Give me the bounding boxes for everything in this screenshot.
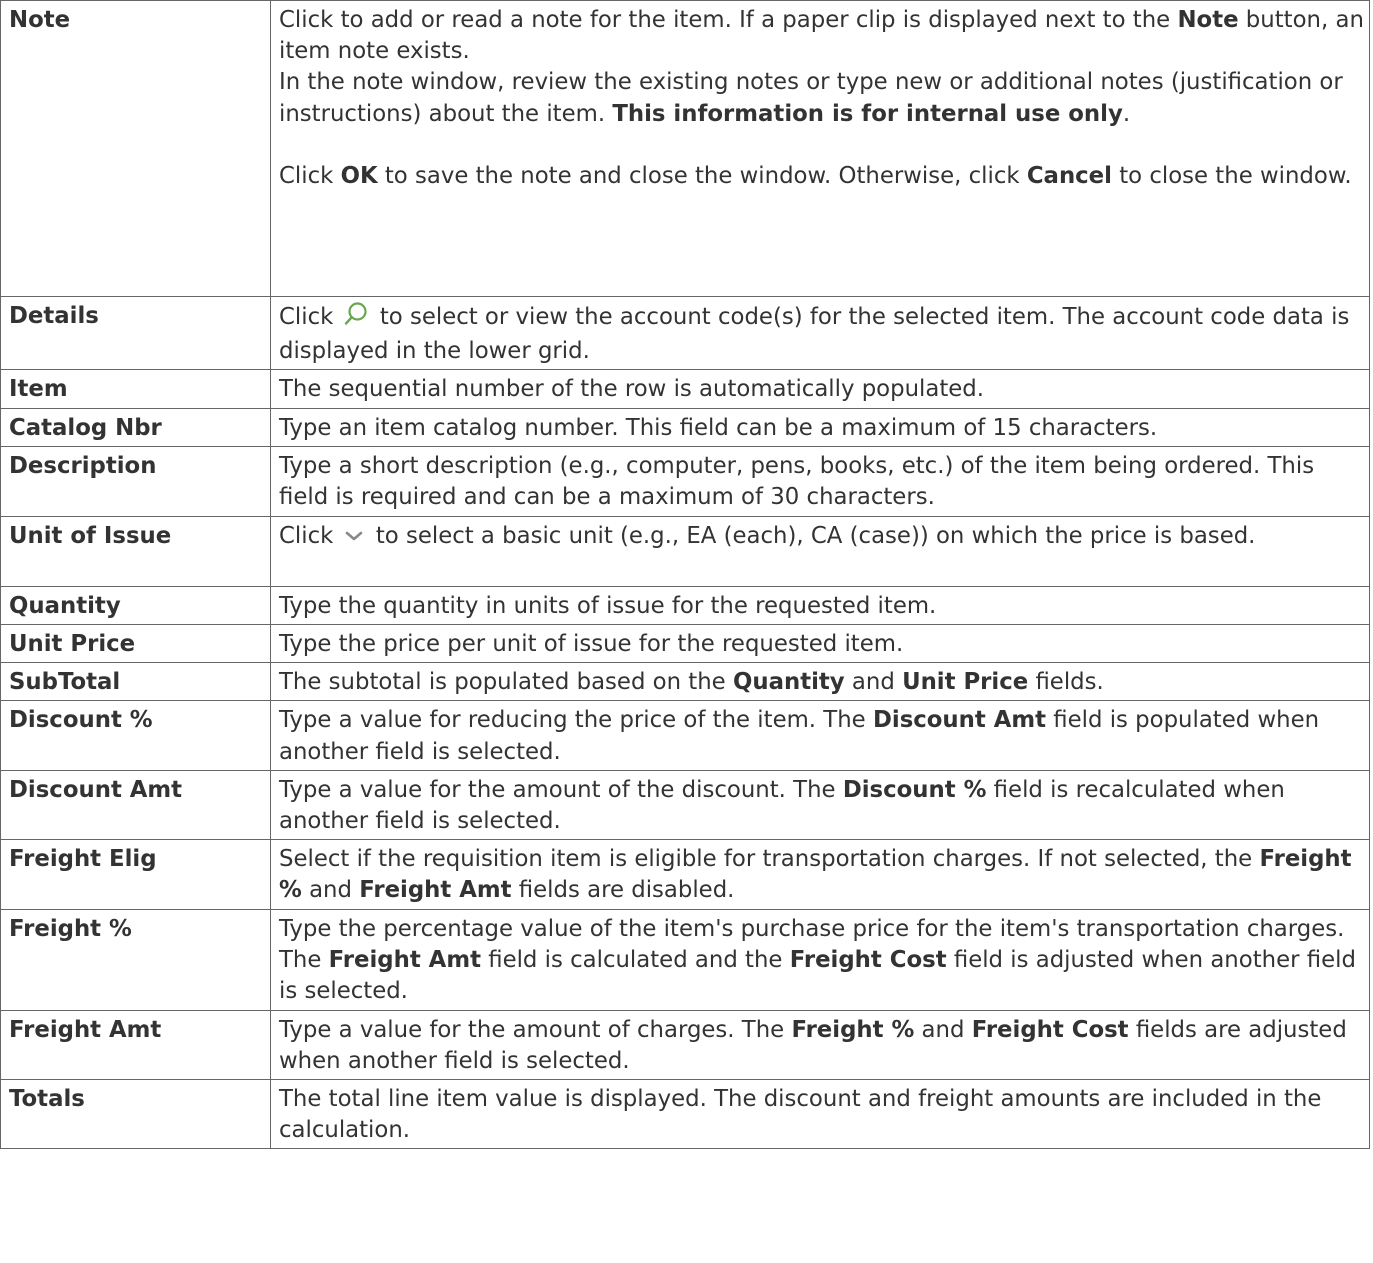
text: to close the window.	[1111, 162, 1352, 189]
field-description	[271, 516, 1370, 586]
table-row	[1, 663, 1370, 701]
bold-text: Unit Price	[902, 669, 1029, 696]
table-row	[1, 1010, 1370, 1079]
text: fields are adjusted when another field is selected.	[279, 1016, 1347, 1074]
bold-text: Note	[1177, 7, 1239, 33]
table-row	[1, 370, 1370, 408]
text: button, an item note exists.	[279, 7, 1364, 65]
text: field is calculated and the	[480, 946, 790, 973]
table-row	[1, 840, 1370, 909]
field-description	[271, 770, 1370, 839]
field-description	[271, 625, 1370, 663]
table-row	[1, 701, 1370, 770]
field-description	[271, 663, 1370, 701]
chevron-down-icon	[343, 524, 365, 555]
bold-text: Discount %	[842, 776, 987, 803]
text: Type the quantity in units of issue for the requested item.	[279, 592, 937, 619]
field-description	[271, 408, 1370, 446]
table-row	[1, 1, 1370, 297]
field-name: Details	[1, 297, 271, 370]
text: The subtotal is populated based on the	[279, 669, 733, 696]
paragraph-gap	[279, 130, 1365, 161]
text: Type a value for reducing the price of the item. The	[279, 707, 873, 734]
table-row	[1, 625, 1370, 663]
field-name: Freight %	[1, 909, 271, 1010]
bold-text: Freight Cost	[971, 1016, 1129, 1043]
text: and	[301, 877, 360, 904]
field-name: Item	[1, 370, 271, 408]
text: to save the note and close the window. Otherwise, click	[377, 162, 1027, 189]
bold-text: Discount Amt	[872, 707, 1047, 734]
text: to select or view the account code(s) for the selected item. The account code data is displayed in the lower grid.	[279, 304, 1350, 365]
text: The total line item value is displayed. The discount and freight amounts are included in the calculation.	[279, 1086, 1322, 1144]
table-row	[1, 770, 1370, 839]
bold-text: Cancel	[1026, 162, 1112, 189]
field-name: Unit Price	[1, 625, 271, 663]
text: field is populated when another field is selected.	[279, 707, 1320, 765]
field-name: SubTotal	[1, 663, 271, 701]
field-name: Discount %	[1, 701, 271, 770]
field-description	[271, 297, 1370, 370]
text: Type the percentage value of the item's purchase price for the item's transportation charges. The	[279, 915, 1345, 973]
text: Type a value for the amount of the discount. The	[279, 776, 843, 803]
field-description	[271, 586, 1370, 624]
table-row	[1, 1080, 1370, 1149]
text: Type the price per unit of issue for the requested item.	[279, 631, 904, 658]
text: and	[914, 1016, 972, 1043]
text: Select if the requisition item is eligible for transportation charges. If not selected, the	[279, 846, 1260, 873]
paragraph	[279, 5, 1365, 67]
text: fields are disabled.	[511, 877, 735, 904]
field-description	[271, 1080, 1370, 1149]
text: fields.	[1028, 669, 1104, 696]
text: field is recalculated when another field is selected.	[279, 776, 1285, 835]
field-description	[271, 1, 1370, 297]
bold-text: Freight Cost	[789, 946, 947, 973]
field-description	[271, 840, 1370, 909]
bold-text: Quantity	[732, 669, 845, 696]
paragraph	[279, 161, 1365, 192]
text: The sequential number of the row is automatically populated.	[279, 376, 985, 403]
table-row	[1, 586, 1370, 624]
bold-text: Freight Amt	[359, 877, 512, 904]
bold-text: Freight Amt	[328, 946, 481, 973]
search-icon	[343, 301, 369, 336]
bold-text: Freight %	[791, 1016, 915, 1043]
field-name: Catalog Nbr	[1, 408, 271, 446]
text: to select a basic unit (e.g., EA (each), CA (case)) on which the price is based.	[368, 522, 1256, 549]
text: Click	[279, 304, 341, 330]
text: Click to add or read a note for the item. If a paper clip is displayed next to the	[279, 7, 1178, 33]
table-row	[1, 408, 1370, 446]
table-row	[1, 516, 1370, 586]
text: Type an item catalog number. This field can be a maximum of 15 characters.	[279, 414, 1158, 441]
bold-text: Freight %	[279, 846, 1352, 904]
field-name: Freight Elig	[1, 840, 271, 909]
text: field is adjusted when another field is selected.	[279, 946, 1356, 1005]
field-name: Note	[1, 1, 271, 297]
field-description	[271, 909, 1370, 1010]
table-row	[1, 446, 1370, 516]
text: In the note window, review the existing notes or type new or additional notes (justification or instructions) about the item.	[279, 69, 1343, 127]
bold-text: This information is for internal use only	[612, 100, 1123, 127]
field-name: Quantity	[1, 586, 271, 624]
table-row	[1, 909, 1370, 1010]
field-description	[271, 370, 1370, 408]
text: and	[844, 669, 903, 696]
field-name: Description	[1, 446, 271, 516]
field-description	[271, 1010, 1370, 1079]
field-name: Discount Amt	[1, 770, 271, 839]
field-name: Unit of Issue	[1, 516, 271, 586]
field-name: Totals	[1, 1080, 271, 1149]
text: Click	[279, 522, 341, 549]
field-description	[271, 701, 1370, 770]
paragraph	[279, 67, 1365, 129]
table-row	[1, 297, 1370, 370]
text: Type a value for the amount of charges. The	[279, 1016, 792, 1043]
bold-text: OK	[340, 162, 378, 189]
text: .	[1122, 100, 1131, 127]
field-name: Freight Amt	[1, 1010, 271, 1079]
field-description	[271, 446, 1370, 516]
text: Click	[279, 162, 341, 189]
text: Type a short description (e.g., computer, pens, books, etc.) of the item being ordered. This field is required and can be a maximum of 30 characters.	[279, 452, 1315, 511]
